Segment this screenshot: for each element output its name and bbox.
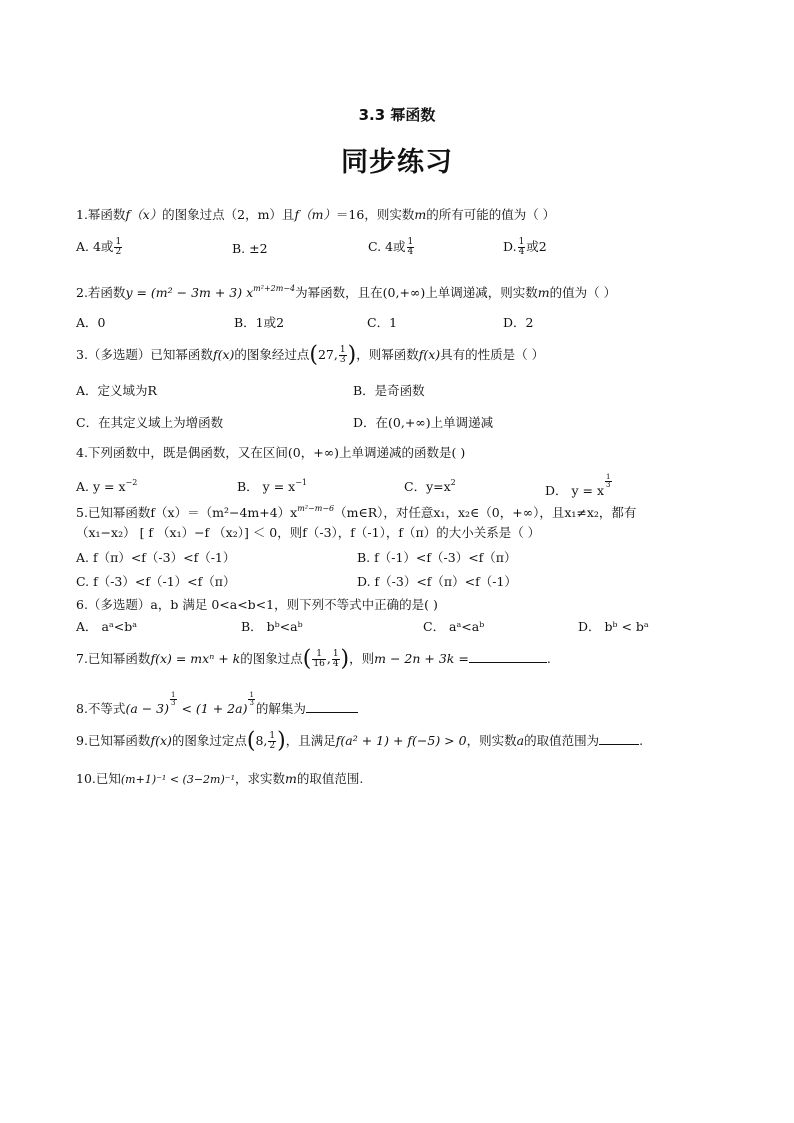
q5-option-d: D. f（-3）<f（π）<f（-1） (357, 574, 517, 589)
frac-den: 3 (606, 481, 611, 489)
q4-option-a (76, 474, 137, 496)
q1-option-d (503, 238, 547, 257)
q2-option-c: C．1 (367, 315, 398, 330)
q9-math-ineq: f(a² + 1) + f(−5) > 0 (335, 733, 467, 748)
frac-num: 1 (606, 473, 611, 481)
q7-answer-blank[interactable] (469, 650, 547, 663)
q1-text-e: ＝16，则实数 (335, 207, 415, 222)
q3-option-d-c: 上单调递减 (430, 415, 494, 430)
q2-math-interval: (0,+∞) (382, 285, 426, 300)
q4-option-b-exp: −1 (295, 478, 307, 487)
q7-paren-left: ( (302, 646, 312, 672)
q1-text-g: 的所有可能的值为（ ） (426, 207, 556, 222)
q2-text-c: 为幂函数，且在 (295, 285, 383, 300)
q7-text-c: 的图象过点 (240, 651, 303, 666)
q4-option-c (404, 474, 456, 496)
q1-option-c-fraction (407, 238, 415, 257)
q3-option-b: B．是奇函数 (353, 383, 425, 398)
q1-option-d-pre: D. (503, 239, 517, 254)
q1-math-fm: f（m） (294, 207, 336, 222)
q3-option-d-a: D．在 (353, 415, 389, 430)
q6-option-b: B． bᵇ<aᵇ (241, 619, 303, 634)
question-5-stem (76, 500, 636, 522)
frac-den: 4 (332, 659, 339, 669)
frac-num: 1 (115, 237, 122, 247)
frac-den: 4 (518, 247, 525, 257)
q3-paren-left: ( (309, 342, 318, 368)
q7-paren-right: ) (340, 646, 350, 672)
q2-math-exp: m²+2m−4 (253, 284, 296, 293)
frac-den: 3 (339, 355, 346, 365)
q6-option-a: A． aᵃ<bᵃ (76, 619, 138, 634)
q2-option-d: D．2 (503, 315, 534, 330)
q9-text-f: ，则实数 (466, 733, 517, 748)
q7-point-fraction-2 (332, 650, 340, 669)
q6-option-c: C． aᵃ<aᵇ (423, 619, 485, 634)
q2-text-a: 2.若函数 (76, 285, 126, 300)
q5-option-a: A. f（π）<f（-3）<f（-1） (76, 550, 236, 565)
q7-text-f: . (546, 651, 551, 666)
q8-text-a: 8.不等式 (76, 701, 126, 716)
q9-math-a: a (516, 733, 525, 748)
q8-text-d: 的解集为 (255, 701, 306, 716)
question-1-stem (76, 206, 555, 224)
frac-num: 1 (312, 650, 325, 660)
q10-text-c: ，求实数 (235, 771, 286, 786)
q8-exp-left (170, 692, 176, 707)
q1-text-c: 的图象过点（2，m）且 (162, 207, 295, 222)
q5-text-b: （m∈R），对任意x₁，x₂∈（0，+∞），且x₁≠x₂，都有 (334, 505, 637, 520)
q2-option-b: B．1或2 (234, 315, 285, 330)
q1-option-c (368, 238, 415, 257)
q5-option-c: C. f（-3）<f（-1）<f（π） (76, 574, 236, 589)
q2-option-a: A．0 (76, 315, 106, 330)
q4-option-d (545, 474, 613, 500)
q2-text-e: 上单调递减，则实数 (425, 285, 538, 300)
q9-point-fraction (268, 732, 276, 751)
q3-paren-right: ) (347, 342, 357, 368)
q7-text-a: 7.已知幂函数 (76, 651, 151, 666)
q1-text-a: 1.幂函数 (76, 207, 126, 222)
q10-math-m: m (285, 771, 297, 786)
frac-num: 1 (407, 237, 414, 247)
q4-option-b-text: B． y = x (237, 479, 296, 494)
q1-option-d-fraction (518, 238, 526, 257)
question-6-stem: 6.（多选题）a，b 满足 0<a<b<1，则下列不等式中正确的是( ) (76, 597, 438, 612)
q3-point-x: 27, (317, 347, 338, 362)
q8-exp-right (248, 692, 254, 707)
q3-option-a: A．定义域为R (76, 383, 157, 398)
question-5-line-2: （x₁−x₂） [ f （x₁）−f （x₂）] ＜ 0，则f（-3），f（-1），f（π）的大小关系是（ ） (76, 525, 541, 540)
q4-option-c-text: C．y=x (404, 479, 451, 494)
page-title: 同步练习 (341, 147, 453, 178)
q3-text-d: ，则幂函数 (356, 347, 419, 362)
frac-num: 1 (249, 691, 254, 699)
q8-answer-blank[interactable] (306, 700, 358, 713)
frac-num: 1 (332, 649, 339, 659)
q9-paren-right: ) (277, 728, 286, 754)
q9-paren-left: ( (246, 728, 256, 754)
q3-point-fraction (339, 346, 347, 365)
q1-option-d-post: 或2 (526, 239, 547, 254)
q2-text-g: 的值为（ ） (549, 285, 617, 300)
q9-text-i: . (639, 733, 644, 748)
q1-option-b: B. ±2 (232, 241, 268, 256)
frac-num: 1 (171, 691, 176, 699)
q3-text-a: 3.（多选题）已知幂函数 (76, 347, 213, 362)
q3-text-f: 具有的性质是（ ） (440, 347, 545, 362)
q5-math-exp: m²−m−6 (297, 504, 335, 513)
frac-den: 4 (407, 247, 414, 257)
q9-point-x: 8, (255, 733, 268, 748)
q9-text-d: ，且满足 (285, 733, 336, 748)
q3-option-d-interval: (0,+∞) (388, 415, 431, 430)
question-3-stem (76, 342, 545, 368)
q3-option-c: C．在其定义域上为增函数 (76, 415, 224, 430)
q1-option-a-fraction (114, 238, 122, 257)
frac-num: 1 (339, 345, 346, 355)
q4-option-a-exp: −2 (125, 478, 138, 487)
q5-option-b: B. f（-1）<f（-3）<f（π） (357, 550, 517, 565)
q3-option-d (353, 414, 493, 432)
frac-den: 2 (115, 247, 122, 257)
q4-option-d-exp (605, 474, 611, 489)
q5-text-a: 5.已知幂函数f（x）＝（m²−4m+4）x (76, 505, 298, 520)
q10-text-e: 的取值范围. (296, 771, 364, 786)
q4-option-b (237, 474, 307, 496)
question-4-stem: 4.下列函数中，既是偶函数，又在区间(0，+∞)上单调递减的函数是( ) (76, 445, 466, 460)
q1-math-m: m (414, 207, 427, 222)
frac-num: 1 (269, 731, 276, 741)
q9-answer-blank[interactable] (599, 732, 639, 745)
question-7-stem: 7.已知幂函数f(x) = mxⁿ + k的图象过点( $\frac{1}{16}$ , $\frac{1}{4}$ )，则m − 2n + 3k = . (76, 646, 551, 672)
q4-option-a-text: A. y = x (76, 479, 126, 494)
q10-text-a: 10.已知 (76, 771, 121, 786)
q8-math-left: (a − 3) (125, 701, 170, 716)
q3-math-fx: f(x) (212, 347, 235, 362)
q2-math-m: m (537, 285, 550, 300)
q7-text-d: ，则 (349, 651, 375, 666)
q1-option-c-text: C. 4或 (368, 239, 406, 254)
question-2-stem (76, 280, 616, 302)
question-8-stem (76, 692, 358, 718)
q3-math-fx-2: f(x) (418, 347, 441, 362)
q2-math-fn: y = (m² − 3m + 3) x (125, 285, 254, 300)
frac-den: 3 (249, 699, 254, 707)
q9-text-a: 9.已知幂函数 (76, 733, 151, 748)
q10-math-ineq: (m+1)⁻¹ < (3−2m)⁻¹ (120, 773, 235, 786)
q1-option-a (76, 238, 123, 257)
q3-text-c: 的图象经过点 (234, 347, 310, 362)
q9-math-fx: f(x) (150, 733, 172, 748)
q9-text-c: 的图象过定点 (171, 733, 247, 748)
frac-num: 1 (518, 237, 525, 247)
q4-option-c-exp: 2 (450, 478, 456, 487)
q7-point-fraction-1 (312, 650, 325, 669)
q1-option-a-text: A. 4或 (76, 239, 114, 254)
section-subtitle: 3.3 幂函数 (358, 106, 436, 124)
q1-math-fx: f（x） (125, 207, 163, 222)
frac-den: 16 (313, 659, 325, 669)
question-10-stem (76, 770, 363, 789)
q8-math-right: < (1 + 2a) (177, 701, 248, 716)
q4-option-d-text: D． y = x (545, 483, 605, 498)
question-9-stem (76, 728, 644, 754)
q9-text-h: 的取值范围为 (524, 733, 600, 748)
q6-option-d: D． bᵇ < bᵃ (578, 619, 649, 634)
frac-den: 3 (171, 699, 176, 707)
frac-den: 2 (269, 741, 276, 751)
q7-math-expr: m − 2n + 3k = (374, 651, 469, 666)
q7-math-fn: f(x) = mxⁿ + k (150, 651, 241, 666)
